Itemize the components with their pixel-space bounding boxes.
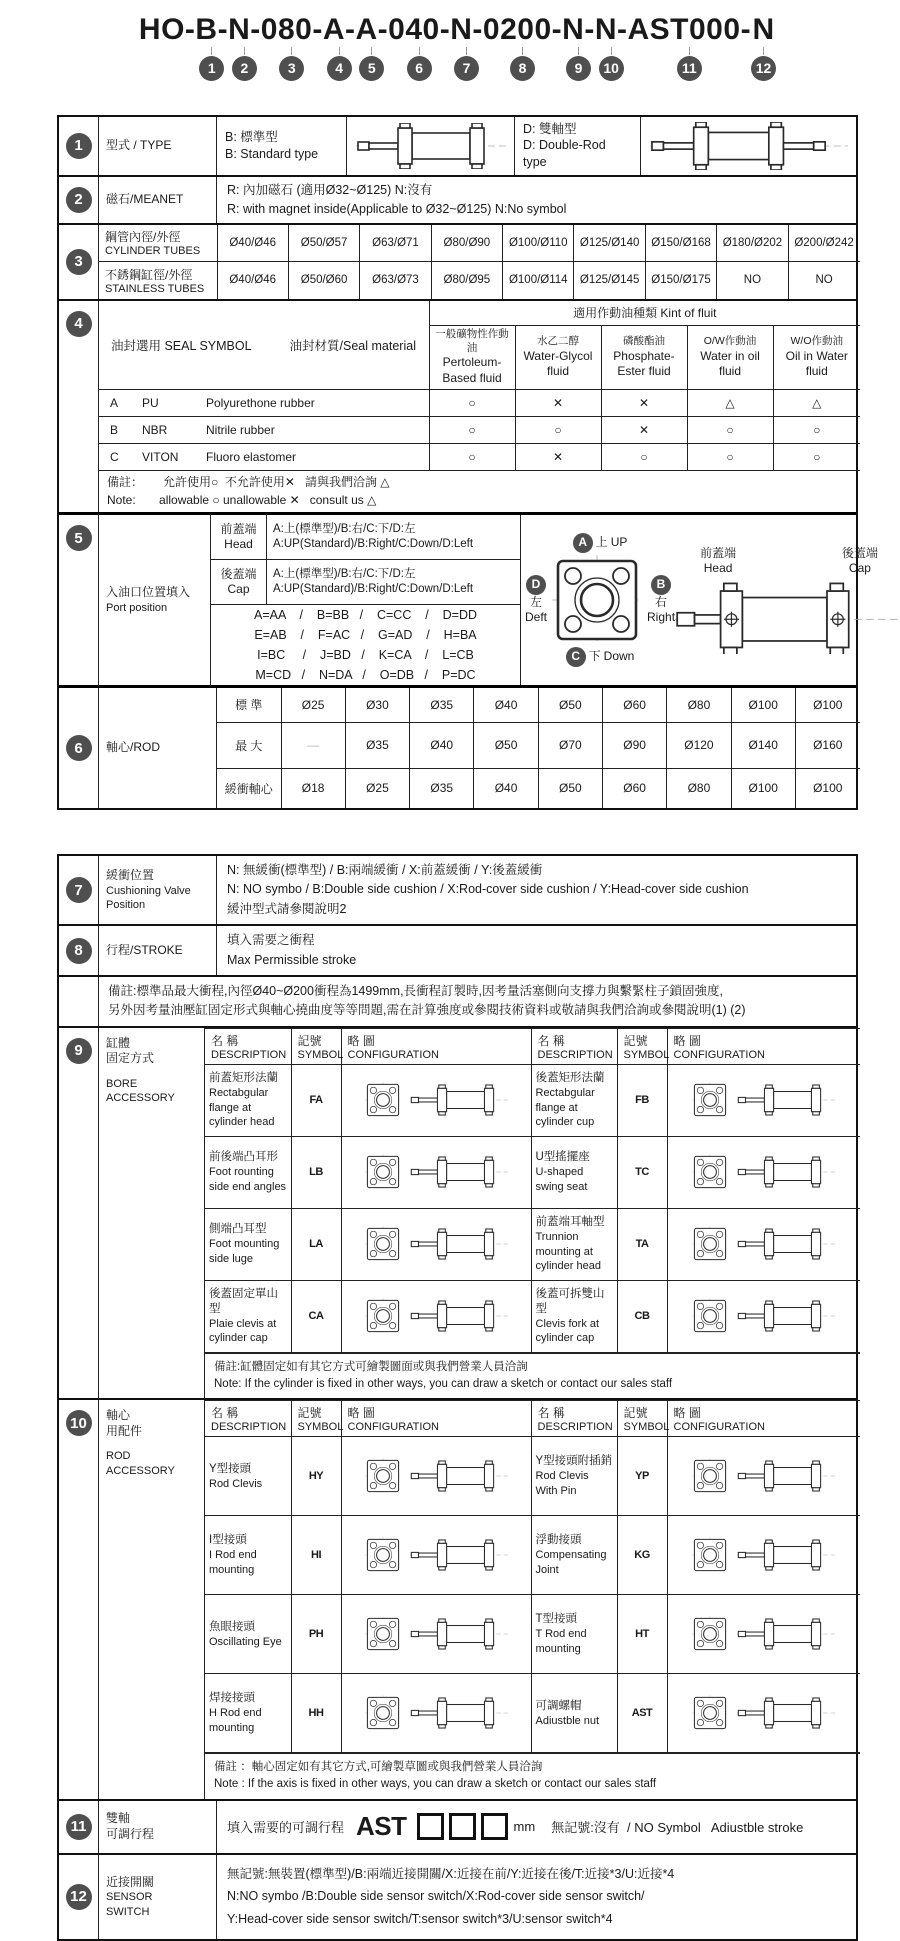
tube-size-cell: Ø100/Ø114 (503, 262, 574, 299)
row-number-badge: 7 (66, 877, 92, 903)
rod-size-cell: Ø90 (602, 722, 666, 768)
segment-tick (419, 47, 420, 55)
segment-tick (211, 47, 212, 55)
tube-size-cell: Ø150/Ø175 (645, 262, 716, 299)
segment-number-badge: 3 (279, 56, 304, 81)
compat-cell: ○ (601, 443, 687, 470)
row-label: 軸心 用配件 ROD ACCESSORY (99, 1400, 205, 1799)
seal-note: 備註： 允許使用○ 不允許使用✕ 請與我們洽詢 △ Note: allowable ○ unallowable ✕ consult us △ (99, 470, 860, 512)
compat-cell: ✕ (515, 389, 601, 416)
stroke-digit-box (417, 1813, 444, 1840)
rod-accessory-row: Y型接頭 Rod Clevis HY Y型接頭附插銷 Rod Clevis With Pin YP (205, 1437, 860, 1516)
spec-row-rod-accessory (59, 1398, 856, 1799)
row-label: 緩衝位置 Cushioning Valve Position (99, 856, 217, 924)
model-code-segment (450, 14, 483, 81)
rod-size-cell: Ø60 (602, 688, 666, 722)
model-code-text: N (752, 13, 775, 46)
segment-tick (522, 47, 523, 55)
spec-row-port-position (59, 512, 878, 685)
spec-table-2 (57, 854, 858, 1941)
model-code-segment (483, 14, 562, 81)
cylinder-double-rod-diagram (641, 117, 856, 176)
segment-number-badge: 6 (407, 56, 432, 81)
tube-size-cell: Ø40/Ø46 (217, 225, 288, 262)
segment-tick (578, 47, 579, 55)
tube-size-cell: Ø200/Ø242 (788, 225, 859, 262)
row-label: 缸體 固定方式 BORE ACCESSORY (99, 1028, 205, 1399)
model-code-text: A - (356, 14, 389, 46)
rod-size-cell: Ø100 (731, 768, 795, 808)
head-port-row: 前蓋端 Head A:上(標準型)/B:右/C:下/D:左 A:UP(Standard)/B:Right/C:Down/D:Left (211, 515, 520, 560)
rod-accessory-row: 焊接接頭 H Rod end mounting HH 可調螺帽 Adiustble nut AST (205, 1674, 860, 1753)
bore-accessory-table (205, 1028, 860, 1353)
rod-accessory-table (205, 1400, 860, 1753)
model-code-segment (388, 14, 450, 81)
fluid-column: O/W作動油 Water in oil fluid (687, 326, 773, 389)
bore-accessory-row: 前後端凸耳形 Foot rounting side end angles LB U型搖擺座 U-shaped swing seat TC (205, 1136, 860, 1208)
compat-cell: ○ (429, 416, 515, 443)
rod-size-cell: Ø50 (474, 722, 538, 768)
rod-size-cell: Ø100 (795, 768, 859, 808)
magnet-text: R: 內加磁石 (適用Ø32~Ø125) N:沒有 R: with magnet inside(Applicable to Ø32~Ø125) N:No symbol (227, 183, 567, 216)
config-diagram (365, 1537, 508, 1573)
model-code-segment (228, 14, 261, 81)
model-code-segment (628, 14, 752, 81)
port-code-line: E=AB / F=AC / G=AD / H=BA (254, 628, 477, 643)
tube-size-cell: Ø100/Ø110 (503, 225, 574, 262)
segment-tick (611, 47, 612, 55)
spec-row-type (59, 117, 856, 176)
sensor-switch-text: 無記號:無裝置(標準型)/B:兩端近接開關/X:近接在前/Y:近接在後/T:近接*3/U:近接*4 N:NO symbo /B:Double side sensor switch/X:Rod-cover side sensor switch/ Y:Head-cover side sensor switch/T:sensor switch*3/U:sensor switch*4 (227, 1866, 675, 1926)
config-diagram (365, 1458, 508, 1494)
model-code-segment (562, 14, 595, 81)
accessory-symbol: CB (617, 1280, 667, 1352)
tube-size-cell: Ø125/Ø145 (574, 262, 645, 299)
tube-size-cell: Ø80/Ø95 (431, 262, 502, 299)
tube-size-cell: Ø40/Ø46 (217, 262, 288, 299)
model-code-segment (261, 14, 323, 81)
rod-size-cell: Ø160 (795, 722, 859, 768)
adjustable-stroke-note: 無記號:沒有 / NO Symbol Adiustble stroke (551, 1820, 804, 1836)
port-position-diagram (521, 515, 900, 685)
port-code-line: M=CD / N=DA / O=DB / P=DC (255, 668, 476, 683)
config-diagram (692, 1616, 835, 1652)
segment-number-badge: 11 (677, 56, 702, 81)
segment-tick (371, 47, 372, 55)
config-diagram (365, 1616, 508, 1652)
segment-number-badge: 2 (232, 56, 257, 81)
segment-tick (763, 47, 764, 55)
model-code-segment (751, 14, 776, 81)
cushion-text: N: 無緩衝(標準型) / B:兩端緩衝 / X:前蓋緩衝 / Y:後蓋緩衝 N: NO symbo / B:Double side cushion / X:Rod-cover side cushion / Y:Head-cover side cushion 緩沖型式請參閱說明2 (227, 863, 749, 916)
rod-size-cell: Ø40 (474, 688, 538, 722)
compat-cell: ✕ (601, 389, 687, 416)
tube-size-cell: Ø80/Ø90 (431, 225, 502, 262)
config-diagram (365, 1154, 508, 1190)
model-code-text: AST000 - (628, 14, 752, 46)
model-code-text: B - (195, 14, 228, 46)
compat-cell: ○ (773, 443, 860, 470)
catalog-page (57, 13, 878, 1941)
rod-size-cell: Ø60 (602, 768, 666, 808)
tube-size-cell: Ø125/Ø140 (574, 225, 645, 262)
fluid-column: 一般礦物性作動油 Pertoleum-Based fluid (429, 326, 515, 389)
tube-size-cell: Ø63/Ø71 (360, 225, 431, 262)
rod-accessory-note: 備註 ：軸心固定如有其它方式,可繪製草圖或與我們營業人員洽詢 Note : If the axis is fixed in other ways, you can draw a sketch or contact our sales staff (205, 1753, 860, 1799)
row-number-badge: 4 (66, 311, 92, 337)
tube-size-cell: Ø150/Ø168 (645, 225, 716, 262)
cylinder-tubes-row: 鋼管內徑/外徑 CYLINDER TUBES Ø40/Ø46 Ø50/Ø57 Ø63/Ø71 Ø80/Ø90 Ø100/Ø110 Ø125/Ø140 Ø150/Ø168 Ø180/Ø202 Ø200/Ø242 (99, 225, 860, 262)
seal-symbol-header: 油封選用 SEAL SYMBOL 油封材質/Seal material (99, 301, 429, 389)
accessory-symbol: LA (291, 1208, 341, 1280)
row-number-badge: 11 (66, 1814, 92, 1840)
compat-cell: ○ (429, 389, 515, 416)
config-diagram (692, 1154, 835, 1190)
port-cylinder-diagram: 前蓋端 Head 後蓋端 Cap (675, 546, 900, 654)
spec-row-adjustable-stroke (59, 1799, 856, 1853)
rod-size-cell: Ø50 (538, 688, 602, 722)
model-code-segment (323, 14, 356, 81)
rod-size-cell: Ø50 (538, 768, 602, 808)
ast-code: AST (356, 1811, 407, 1842)
row-number-badge: 9 (66, 1038, 92, 1064)
port-code-panel (211, 515, 521, 685)
port-code-list (211, 605, 520, 685)
type-d-cell: D: 雙軸型 D: Double-Rod type (515, 117, 641, 176)
row-label: 磁石/MEANET (99, 177, 217, 223)
seal-material-row: B NBR Nitrile rubber ○ ○ ✕ ○ ○ (99, 416, 860, 443)
rod-size-cell: Ø25 (345, 768, 409, 808)
accessory-symbol: FB (617, 1064, 667, 1136)
stroke-digit-box (481, 1813, 508, 1840)
accessory-symbol: TC (617, 1136, 667, 1208)
model-code-text: A - (323, 14, 356, 46)
fluid-column: 磷酸酯油 Phosphate-Ester fluid (601, 326, 687, 389)
row-label: 型式 / TYPE (99, 117, 217, 176)
seal-material-row: A PU Polyurethone rubber ○ ✕ ✕ △ △ (99, 389, 860, 416)
config-diagram (692, 1226, 835, 1262)
segment-number-badge: 4 (327, 56, 352, 81)
rod-size-cell: Ø70 (538, 722, 602, 768)
compat-cell: ○ (429, 443, 515, 470)
row-number-badge: 5 (66, 525, 92, 551)
model-code-text: N - (562, 14, 595, 46)
row-label: 行程/STROKE (99, 926, 217, 975)
row-label: 軸心/ROD (99, 688, 217, 808)
row-label: 入油口位置填入 Port position (99, 515, 211, 685)
model-code-text: HO - (139, 14, 196, 46)
spec-row-tubes (59, 223, 856, 299)
rod-size-cell: Ø35 (410, 688, 474, 722)
compat-cell: △ (773, 389, 860, 416)
bore-accessory-note: 備註:缸體固定如有其它方式可繪製圖面或與我們營業人員洽詢 Note: If the cylinder is fixed in other ways, you can draw a sketch or contact our sales staff (205, 1353, 860, 1399)
model-code-text: 080 - (261, 14, 323, 46)
rod-size-cell: Ø100 (795, 688, 859, 722)
spec-row-rod (59, 685, 856, 808)
port-flange-diagram (552, 555, 642, 645)
accessory-symbol: HH (291, 1674, 341, 1753)
config-diagram (365, 1298, 508, 1334)
direction-down: C 下 Down (566, 647, 635, 667)
accessory-symbol: TA (617, 1208, 667, 1280)
direction-left: D 左 Deft (525, 575, 547, 625)
bore-accessory-row: 前蓋矩形法蘭 Rectabgular flange at cylinder head FA 後蓋矩形法蘭 Rectabgular flange at cylinder cup FB (205, 1064, 860, 1136)
segment-number-badge: 12 (751, 56, 776, 81)
bore-accessory-row: 側端凸耳型 Foot mounting side luge LA 前蓋端耳軸型 Trunnion mounting at cylinder head TA (205, 1208, 860, 1280)
config-diagram (692, 1298, 835, 1334)
type-b-cell: B: 標準型 B: Standard type (217, 117, 347, 176)
model-code-text: N - (450, 14, 483, 46)
fluid-column: 水乙二醇 Water-Glycol fluid (515, 326, 601, 389)
seal-table (99, 301, 860, 512)
stainless-tubes-row: 不銹鋼缸徑/外徑 STAINLESS TUBES Ø40/Ø46 Ø50/Ø60 Ø63/Ø73 Ø80/Ø95 Ø100/Ø114 Ø125/Ø145 Ø150/Ø175 NO NO (99, 262, 860, 299)
model-code-segment (356, 14, 389, 81)
port-code-line: A=AA / B=BB / C=CC / D=DD (254, 608, 477, 623)
spec-row-seal (59, 299, 856, 512)
compat-cell: △ (687, 389, 773, 416)
stroke-digit-box (449, 1813, 476, 1840)
accessory-symbol: LB (291, 1136, 341, 1208)
rod-size-cell: Ø40 (410, 722, 474, 768)
adjustable-stroke-content: 填入需要的可調行程 AST mm 無記號:沒有 / NO Symbol Adiustble stroke (227, 1811, 804, 1842)
spec-row-stroke (59, 924, 856, 975)
segment-number-badge: 10 (599, 56, 624, 81)
bore-accessory-row: 後蓋固定單山型 Plaie clevis at cylinder cap CA 後蓋可拆雙山型 Clevis fork at cylinder cap CB (205, 1280, 860, 1352)
segment-number-badge: 9 (566, 56, 591, 81)
row-label: 近接開關 SENSOR SWITCH (99, 1855, 217, 1939)
spec-row-magnet (59, 175, 856, 223)
accessory-symbol: KG (617, 1516, 667, 1595)
segment-number-badge: 1 (199, 56, 224, 81)
compat-cell: ○ (687, 443, 773, 470)
spec-row-bore-accessory (59, 1026, 856, 1399)
spec-row-cushion (59, 856, 856, 924)
cap-port-row: 後蓋端 Cap A:上(標準型)/B:右/C:下/D:左 A:UP(Standard)/B:Right/C:Down/D:Left (211, 560, 520, 605)
rod-size-cell: Ø35 (345, 722, 409, 768)
tube-size-cell: Ø180/Ø202 (717, 225, 788, 262)
rod-size-cell: Ø80 (667, 768, 731, 808)
rod-size-cell: Ø18 (281, 768, 345, 808)
spec-table-1 (57, 115, 878, 811)
compat-cell: ○ (687, 416, 773, 443)
stroke-note-row (59, 975, 856, 1026)
cylinder-standard-diagram (347, 117, 515, 176)
config-diagram (365, 1082, 508, 1118)
tube-size-table (99, 225, 860, 299)
config-diagram (692, 1082, 835, 1118)
direction-up: A 上 UP (573, 533, 628, 553)
accessory-symbol: CA (291, 1280, 341, 1352)
rod-size-cell: Ø30 (345, 688, 409, 722)
accessory-symbol: FA (291, 1064, 341, 1136)
segment-tick (291, 47, 292, 55)
rod-max-row: 最 大 — Ø35 Ø40 Ø50 Ø70 Ø90 Ø120 Ø140 Ø160 (217, 722, 860, 768)
compat-cell: ✕ (515, 443, 601, 470)
config-diagram (365, 1226, 508, 1262)
segment-number-badge: 7 (454, 56, 479, 81)
config-diagram (365, 1695, 508, 1731)
segment-number-badge: 8 (510, 56, 535, 81)
row-number-badge: 12 (66, 1884, 92, 1910)
fluid-column: W/O作動油 Oil in Water fluid (773, 326, 860, 389)
seal-material-row: C VITON Fluoro elastomer ○ ✕ ○ ○ ○ (99, 443, 860, 470)
rod-size-cell: Ø120 (667, 722, 731, 768)
rod-size-cell: Ø25 (281, 688, 345, 722)
rod-size-table (217, 688, 860, 808)
rod-size-cell: Ø80 (667, 688, 731, 722)
segment-tick (244, 47, 245, 55)
model-code-segment (195, 14, 228, 81)
rod-standard-row: 標 準 Ø25 Ø30 Ø35 Ø40 Ø50 Ø60 Ø80 Ø100 Ø100 (217, 688, 860, 722)
segment-number-badge: 5 (359, 56, 384, 81)
model-code-text: N - (595, 14, 628, 46)
accessory-symbol: HY (291, 1437, 341, 1516)
accessory-header-row: 名 稱 DESCRIPTION 記號 SYMBOL 略 圖 CONFIGURATION 名 稱 DESCRIPTION 記號 SYMBOL 略 圖 CONFIGURATION (205, 1401, 860, 1437)
tube-size-cell: NO (717, 262, 788, 299)
tube-size-cell: NO (788, 262, 859, 299)
rod-size-cell: Ø100 (731, 688, 795, 722)
rod-size-cell: Ø40 (474, 768, 538, 808)
segment-tick (689, 47, 690, 55)
config-diagram (692, 1537, 835, 1573)
model-code-text: 0200 - (483, 14, 562, 46)
row-label: 雙軸 可調行程 (99, 1801, 217, 1853)
stroke-text: 填入需要之衝程 Max Permissible stroke (227, 933, 357, 967)
model-code-text: N - (228, 14, 261, 46)
accessory-symbol: AST (617, 1674, 667, 1753)
row-number-badge: 8 (66, 938, 92, 964)
row-number-badge: 10 (66, 1410, 92, 1436)
rod-size-cell: Ø35 (410, 768, 474, 808)
rod-accessory-row: I型接頭 I Rod end mounting HI 浮動接頭 Compensating Joint KG (205, 1516, 860, 1595)
accessory-symbol: YP (617, 1437, 667, 1516)
accessory-symbol: HT (617, 1595, 667, 1674)
stroke-note: 備註:標準品最大衝程,內徑Ø40~Ø200衝程為1499mm,長衝程訂製時,因考量活塞側向支撐力與繫緊柱子鎖固強度, 另外因考量油壓缸固定形式與軸心撓曲度等等問題,需在計算強度或參閱技術資料或敬請與我們洽詢或參閱說明(1) (2) (108, 983, 746, 1018)
compat-cell: ○ (515, 416, 601, 443)
direction-right: B 右 Right (647, 575, 675, 625)
stroke-digit-boxes (417, 1813, 508, 1840)
accessory-symbol: PH (291, 1595, 341, 1674)
rod-size-cell: — (281, 722, 345, 768)
segment-tick (339, 47, 340, 55)
row-number-badge: 1 (66, 133, 92, 159)
accessory-header-row: 名 稱 DESCRIPTION 記號 SYMBOL 略 圖 CONFIGURATION 名 稱 DESCRIPTION 記號 SYMBOL 略 圖 CONFIGURATION (205, 1028, 860, 1064)
row-number-badge: 3 (66, 249, 92, 275)
segment-tick (466, 47, 467, 55)
spec-row-sensor-switch (59, 1853, 856, 1939)
config-diagram (692, 1695, 835, 1731)
row-number-badge: 6 (66, 735, 92, 761)
config-diagram (692, 1458, 835, 1494)
port-code-line: I=BC / J=BD / K=CA / L=CB (257, 648, 474, 663)
tube-size-cell: Ø50/Ø57 (288, 225, 359, 262)
accessory-symbol: HI (291, 1516, 341, 1595)
rod-accessory-row: 魚眼接頭 Oscillating Eye PH T型接頭 T Rod end mounting HT (205, 1595, 860, 1674)
compat-cell: ○ (773, 416, 860, 443)
model-code-segment (595, 14, 628, 81)
model-code-text: 040 - (388, 14, 450, 46)
tube-size-cell: Ø63/Ø73 (360, 262, 431, 299)
rod-size-cell: Ø140 (731, 722, 795, 768)
tube-size-cell: Ø50/Ø60 (288, 262, 359, 299)
model-code-segment (139, 14, 196, 81)
row-number-badge: 2 (66, 187, 92, 213)
fluid-kind-header: 適用作動油種類 Kint of fluit (429, 301, 860, 326)
compat-cell: ✕ (601, 416, 687, 443)
model-code-bar (57, 14, 858, 81)
rod-cushion-row: 緩衝軸心 Ø18 Ø25 Ø35 Ø40 Ø50 Ø60 Ø80 Ø100 Ø100 (217, 768, 860, 808)
